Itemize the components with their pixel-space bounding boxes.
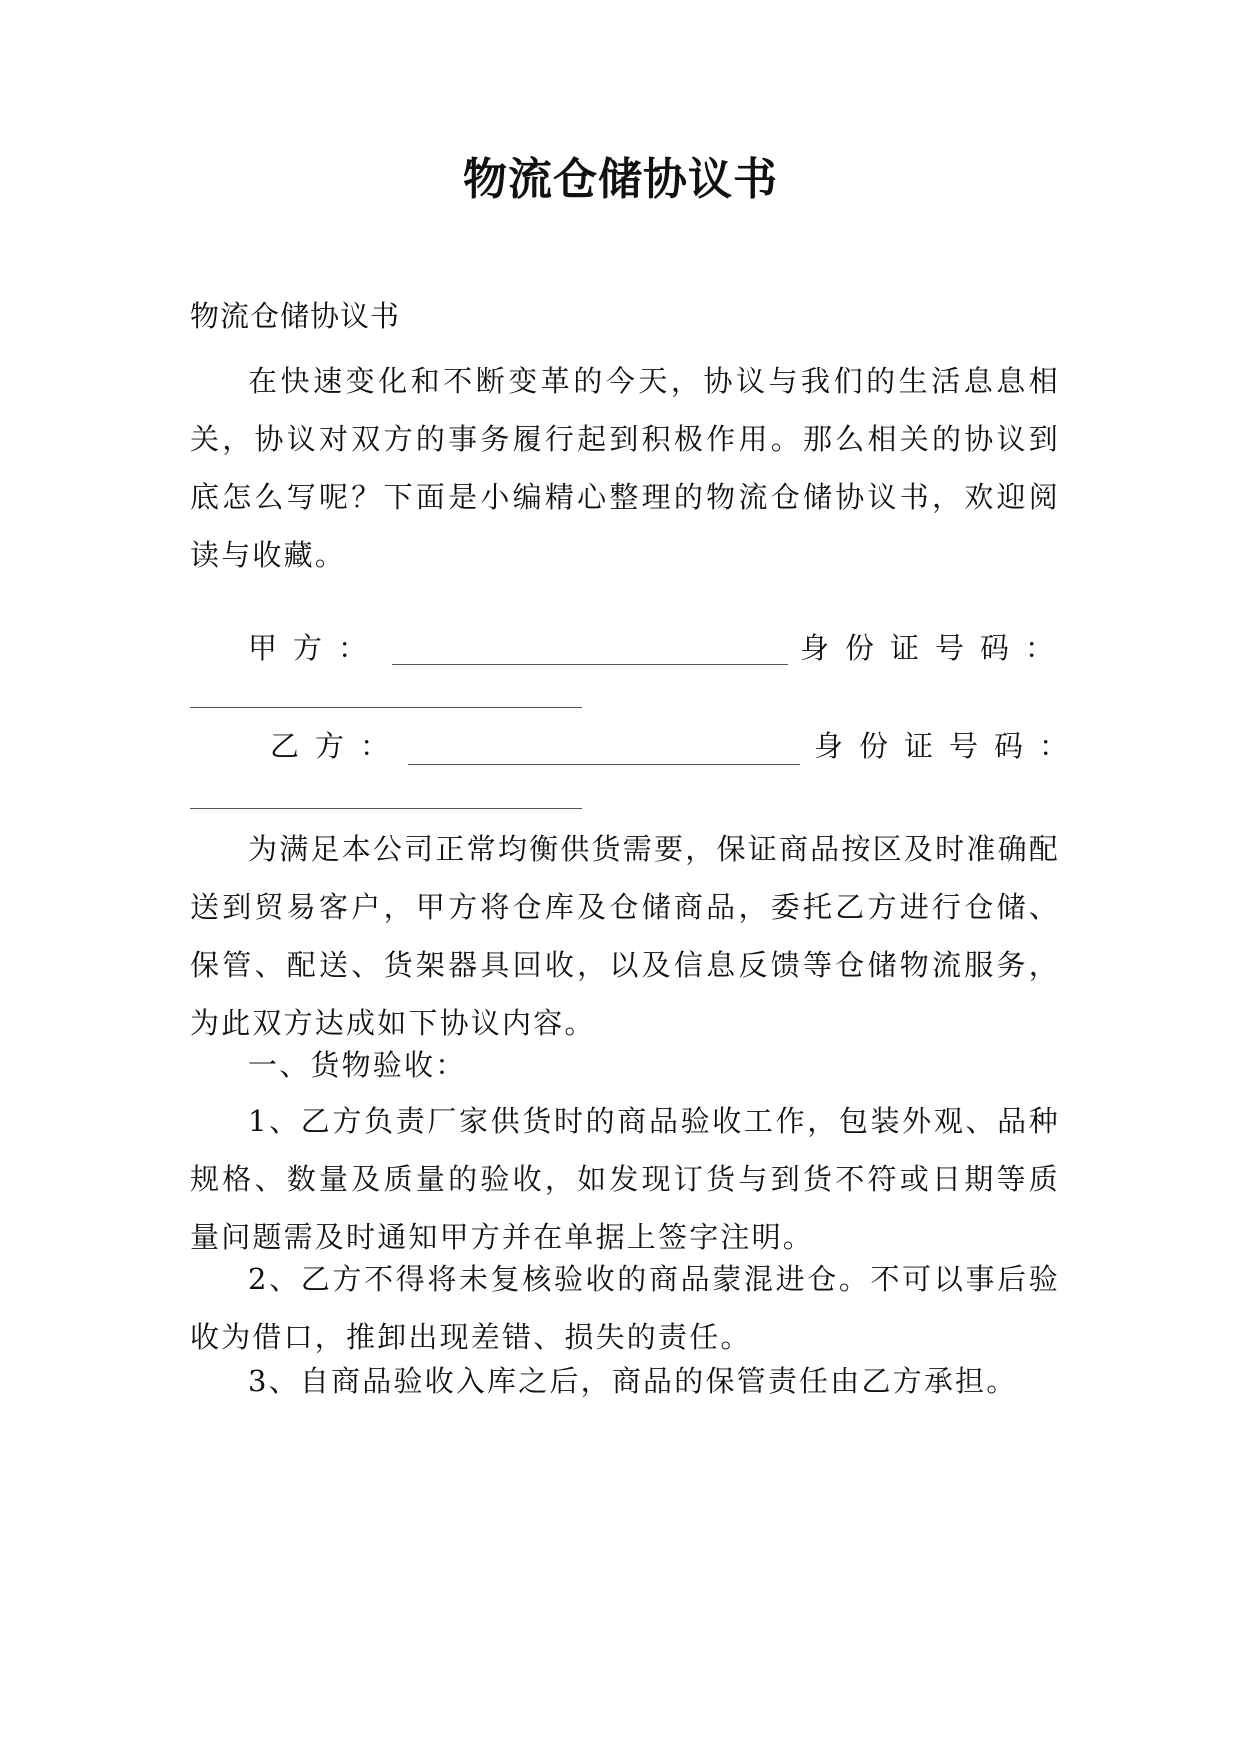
section-1-heading: 一、货物验收： [248,1048,467,1082]
party-a-label: 甲方： [248,631,384,665]
party-b-label: 乙方： [270,729,406,763]
document-subtitle: 物流仓储协议书 [190,299,401,333]
clause-3: 3、自商品验收入库之后，商品的保管责任由乙方承担。 [248,1364,1018,1398]
intro-paragraph: 在快速变化和不断变革的今天，协议与我们的生活息息相关，协议对双方的事务履行起到积极作用。那么相关的协议到底怎么写呢？下面是小编精心整理的物流仓储协议书，欢迎阅读与收藏。 [190,364,1060,572]
party-b-id-label: 身份证号码： [814,729,1085,763]
party-b-id-blank[interactable] [190,808,582,809]
party-a-id-blank[interactable] [190,707,582,708]
purpose-paragraph: 为满足本公司正常均衡供货需要，保证商品按区及时准确配送到贸易客户，甲方将仓库及仓储商品，委托乙方进行仓储、保管、配送、货架器具回收，以及信息反馈等仓储物流服务，为此双方达成如下协议内容。 [190,832,1060,1040]
clause-1: 1、乙方负责厂家供货时的商品验收工作，包装外观、品种规格、数量及质量的验收，如发现订货与到货不符或日期等质量问题需及时通知甲方并在单据上签字注明。 [190,1104,1060,1254]
clause-2: 2、乙方不得将未复核验收的商品蒙混进仓。不可以事后验收为借口，推卸出现差错、损失的责任。 [190,1262,1060,1354]
party-a-name-blank[interactable] [392,664,788,665]
party-a-id-label: 身份证号码： [800,631,1071,665]
party-b-name-blank[interactable] [408,764,800,765]
document-title: 物流仓储协议书 [463,154,778,205]
